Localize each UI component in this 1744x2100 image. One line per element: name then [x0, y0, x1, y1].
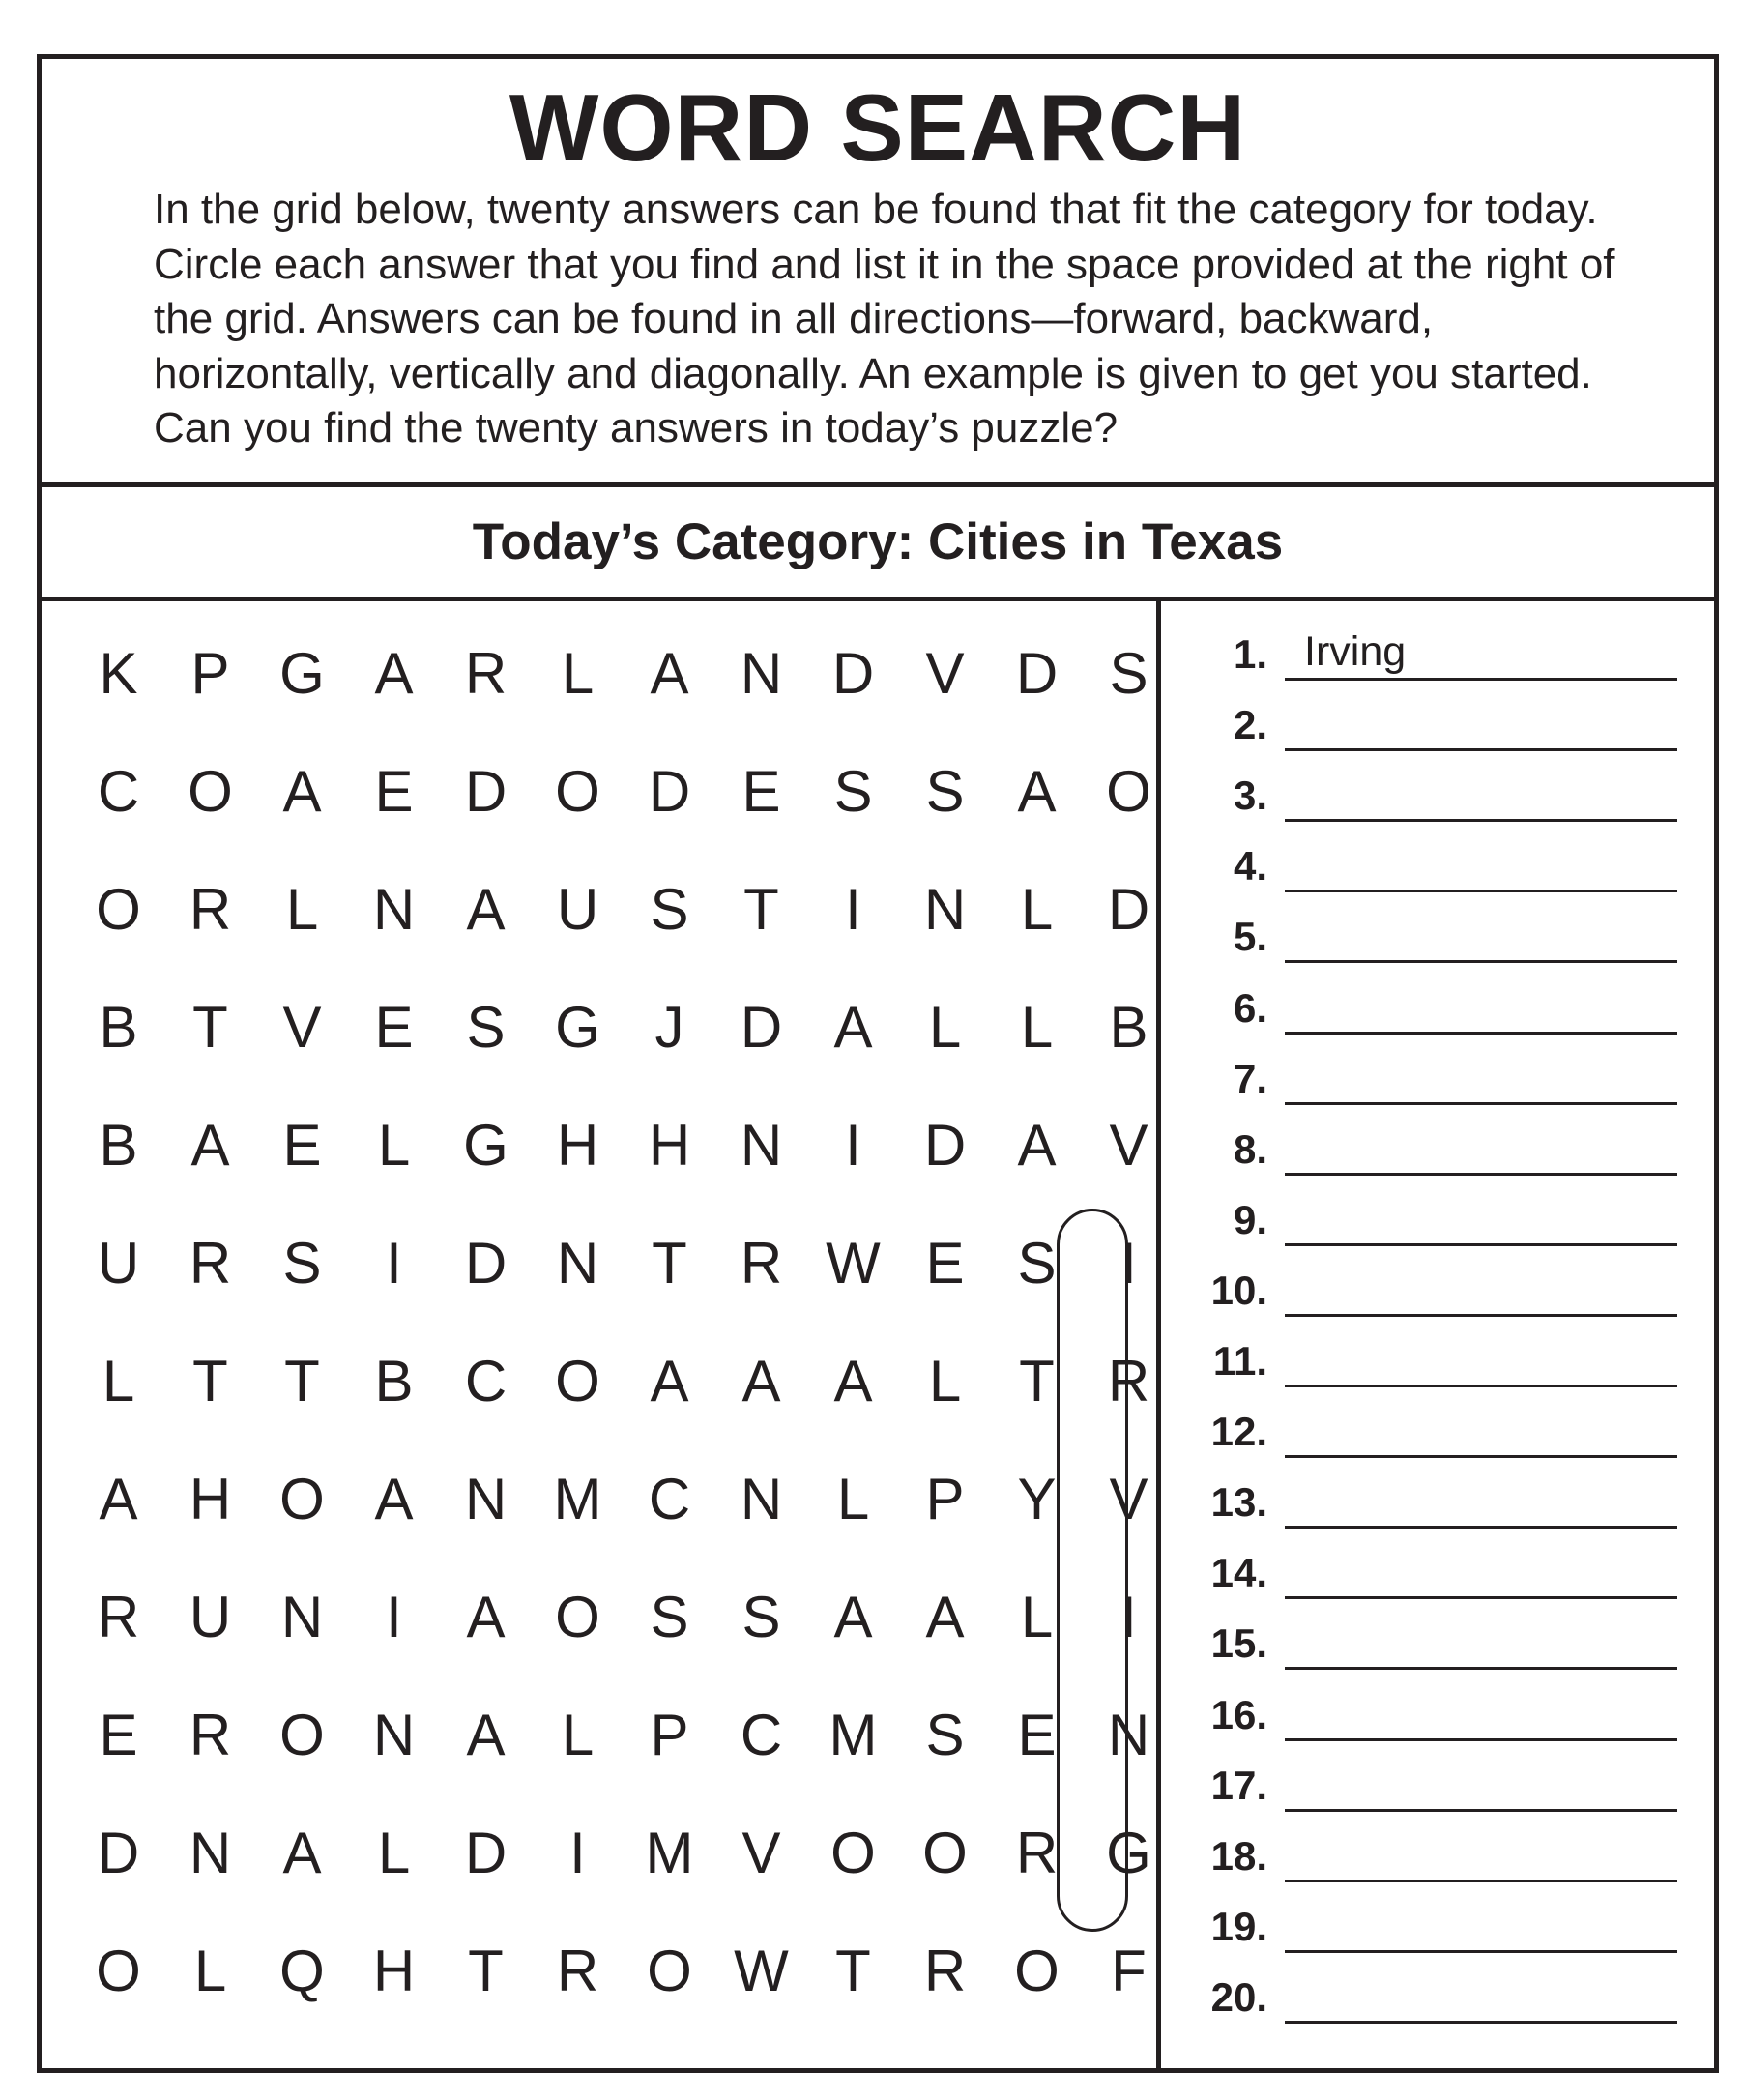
answer-blank-line[interactable]: [1285, 678, 1677, 681]
letter-grid: [73, 615, 1175, 2030]
answer-number: 2.: [1233, 702, 1267, 748]
grid-letter[interactable]: T: [192, 1349, 228, 1414]
grid-letter[interactable]: L: [377, 1113, 411, 1178]
grid-letter[interactable]: M: [828, 1703, 878, 1767]
grid-letter[interactable]: B: [99, 1113, 138, 1178]
grid-letter[interactable]: S: [466, 995, 506, 1060]
grid-letter[interactable]: S: [833, 759, 873, 824]
answer-row: [1161, 611, 1714, 681]
grid-letter[interactable]: A: [466, 877, 506, 942]
grid-letter[interactable]: A: [282, 1821, 322, 1885]
grid-letter[interactable]: O: [555, 1349, 600, 1414]
grid-letter[interactable]: P: [925, 1467, 965, 1531]
grid-letter[interactable]: D: [464, 759, 508, 824]
grid-letter[interactable]: N: [740, 1113, 783, 1178]
grid-letter[interactable]: E: [925, 1231, 965, 1296]
grid-letter[interactable]: R: [740, 1231, 783, 1296]
grid-letter[interactable]: V: [925, 641, 965, 706]
grid-letter[interactable]: I: [386, 1231, 402, 1296]
grid-letter[interactable]: T: [652, 1231, 687, 1296]
grid-letter[interactable]: T: [1019, 1349, 1055, 1414]
grid-letter[interactable]: A: [833, 1349, 873, 1414]
answer-blank-line[interactable]: [1285, 1526, 1677, 1529]
letter-grid-panel: [42, 601, 1161, 2073]
grid-letter[interactable]: N: [189, 1821, 232, 1885]
grid-letter[interactable]: E: [374, 759, 414, 824]
grid-letter[interactable]: E: [99, 1703, 138, 1767]
grid-row: [73, 1087, 1175, 1205]
category-label: Today’s Category: Cities in Texas: [472, 513, 1284, 570]
grid-letter[interactable]: A: [374, 641, 414, 706]
answer-blank-line[interactable]: [1285, 2021, 1677, 2024]
grid-letter[interactable]: A: [1017, 1113, 1057, 1178]
answer-row: [1161, 1883, 1714, 1953]
grid-letter[interactable]: S: [925, 759, 965, 824]
answer-blank-line[interactable]: [1285, 1243, 1677, 1246]
grid-letter[interactable]: D: [1015, 641, 1059, 706]
answer-text: Irving: [1304, 628, 1407, 675]
grid-letter[interactable]: S: [1017, 1231, 1057, 1296]
grid-letter[interactable]: O: [279, 1467, 325, 1531]
grid-letter[interactable]: O: [647, 1939, 692, 2003]
answer-blank-line[interactable]: [1285, 748, 1677, 751]
grid-letter[interactable]: H: [372, 1939, 416, 2003]
grid-letter[interactable]: L: [928, 1349, 962, 1414]
answer-number: 11.: [1212, 1338, 1267, 1384]
grid-letter[interactable]: J: [654, 995, 684, 1060]
grid-row: [73, 733, 1175, 851]
grid-letter[interactable]: C: [740, 1703, 783, 1767]
grid-row: [73, 1559, 1175, 1677]
answer-blank-line[interactable]: [1285, 1596, 1677, 1599]
grid-letter[interactable]: Q: [279, 1939, 325, 2003]
grid-letter[interactable]: C: [464, 1349, 508, 1414]
grid-letter[interactable]: T: [468, 1939, 504, 2003]
grid-letter[interactable]: A: [650, 1349, 689, 1414]
grid-letter[interactable]: O: [96, 1939, 141, 2003]
grid-letter[interactable]: T: [284, 1349, 320, 1414]
grid-letter[interactable]: O: [96, 877, 141, 942]
grid-letter[interactable]: S: [650, 877, 689, 942]
grid-letter[interactable]: C: [97, 759, 140, 824]
answer-number: 14.: [1210, 1550, 1267, 1596]
puzzle-frame: [37, 54, 1719, 2073]
answer-row: [1161, 1672, 1714, 1741]
answer-number: 6.: [1233, 984, 1267, 1031]
grid-row: [73, 1912, 1175, 2030]
grid-letter[interactable]: O: [555, 759, 600, 824]
grid-letter[interactable]: A: [99, 1467, 138, 1531]
grid-letter[interactable]: G: [1106, 1821, 1151, 1885]
answer-number: 19.: [1210, 1903, 1267, 1949]
grid-letter[interactable]: L: [561, 641, 595, 706]
grid-row: [73, 969, 1175, 1087]
answer-row: [1161, 1530, 1714, 1599]
grid-letter[interactable]: V: [1109, 1467, 1148, 1531]
grid-letter[interactable]: H: [556, 1113, 599, 1178]
answer-row: [1161, 682, 1714, 751]
grid-letter[interactable]: L: [836, 1467, 870, 1531]
grid-letter[interactable]: F: [1111, 1939, 1147, 2003]
grid-row: [73, 1323, 1175, 1441]
grid-letter[interactable]: A: [1017, 759, 1057, 824]
instructions-text: In the grid below, twenty answers can be found that fit the category for today. Circle each answer that you find and list it in the space provided at the right of the grid. Answers can be found in all directions—forward, backward, horizontally, vertically and diagonally. An example is given to get you started. Can you find the twenty answers in today’s puzzle?: [154, 186, 1615, 452]
answer-row: [1161, 893, 1714, 963]
answer-number: 3.: [1233, 773, 1267, 819]
grid-letter[interactable]: L: [1020, 995, 1054, 1060]
grid-letter[interactable]: O: [1106, 759, 1151, 824]
grid-letter[interactable]: N: [372, 1703, 416, 1767]
grid-letter[interactable]: L: [561, 1703, 595, 1767]
grid-letter[interactable]: V: [741, 1821, 781, 1885]
grid-letter[interactable]: H: [189, 1467, 232, 1531]
grid-letter[interactable]: S: [925, 1703, 965, 1767]
grid-letter[interactable]: N: [372, 877, 416, 942]
answer-blank-line[interactable]: [1285, 1032, 1677, 1035]
answer-row: [1161, 1600, 1714, 1670]
answer-blank-line[interactable]: [1285, 1173, 1677, 1176]
answer-blank-line[interactable]: [1285, 1667, 1677, 1670]
grid-letter[interactable]: R: [189, 1231, 232, 1296]
answer-row: [1161, 965, 1714, 1035]
answer-blank-line[interactable]: [1285, 1314, 1677, 1317]
grid-letter[interactable]: O: [1014, 1939, 1060, 2003]
answer-row: [1161, 1318, 1714, 1387]
answer-blank-line[interactable]: [1285, 1455, 1677, 1458]
grid-letter[interactable]: D: [97, 1821, 140, 1885]
answer-number: 4.: [1233, 843, 1267, 890]
grid-letter[interactable]: B: [99, 995, 138, 1060]
grid-letter[interactable]: R: [923, 1939, 967, 2003]
grid-letter[interactable]: Y: [1017, 1467, 1057, 1531]
grid-letter[interactable]: O: [922, 1821, 968, 1885]
grid-letter[interactable]: M: [645, 1821, 694, 1885]
grid-row: [73, 851, 1175, 969]
answer-row: [1161, 1177, 1714, 1246]
grid-letter[interactable]: N: [740, 1467, 783, 1531]
grid-row: [73, 1441, 1175, 1559]
category-bar: [42, 487, 1714, 601]
grid-letter[interactable]: A: [190, 1113, 230, 1178]
answer-number: 16.: [1210, 1691, 1267, 1737]
answer-number: 10.: [1210, 1267, 1267, 1313]
answer-blank-line[interactable]: [1285, 1809, 1677, 1812]
grid-letter[interactable]: U: [189, 1585, 232, 1649]
grid-letter[interactable]: M: [553, 1467, 602, 1531]
grid-letter[interactable]: U: [97, 1231, 140, 1296]
grid-letter[interactable]: A: [925, 1585, 965, 1649]
grid-letter[interactable]: D: [648, 759, 691, 824]
grid-letter[interactable]: O: [830, 1821, 876, 1885]
answer-row: [1161, 1459, 1714, 1529]
answer-row: [1161, 1388, 1714, 1458]
grid-letter[interactable]: T: [835, 1939, 871, 2003]
answer-blank-line[interactable]: [1285, 1102, 1677, 1105]
answer-row: [1161, 1035, 1714, 1105]
grid-letter[interactable]: S: [282, 1231, 322, 1296]
answer-number: 13.: [1210, 1479, 1267, 1526]
grid-letter[interactable]: A: [650, 641, 689, 706]
answer-number: 15.: [1210, 1620, 1267, 1667]
answer-blank-line[interactable]: [1285, 1738, 1677, 1741]
answer-number: 7.: [1233, 1055, 1267, 1101]
grid-letter[interactable]: D: [464, 1231, 508, 1296]
grid-letter[interactable]: D: [831, 641, 875, 706]
grid-letter[interactable]: E: [374, 995, 414, 1060]
answer-blank-line[interactable]: [1285, 819, 1677, 822]
grid-letter[interactable]: E: [1017, 1703, 1057, 1767]
answer-blank-line[interactable]: [1285, 890, 1677, 892]
grid-letter[interactable]: I: [386, 1585, 402, 1649]
grid-letter[interactable]: D: [923, 1113, 967, 1178]
grid-letter[interactable]: R: [189, 877, 232, 942]
answer-blank-line[interactable]: [1285, 960, 1677, 963]
grid-letter[interactable]: A: [374, 1467, 414, 1531]
grid-letter[interactable]: N: [923, 877, 967, 942]
page-title: WORD SEARCH: [509, 74, 1247, 181]
grid-letter[interactable]: K: [99, 641, 138, 706]
answer-blank-line[interactable]: [1285, 1950, 1677, 1953]
grid-letter[interactable]: S: [741, 1585, 781, 1649]
grid-letter[interactable]: L: [285, 877, 319, 942]
answer-number: 8.: [1233, 1125, 1267, 1172]
answer-number: 17.: [1210, 1762, 1267, 1808]
answer-row: [1161, 1106, 1714, 1176]
grid-letter[interactable]: L: [377, 1821, 411, 1885]
grid-letter[interactable]: D: [740, 995, 783, 1060]
grid-letter[interactable]: N: [464, 1467, 508, 1531]
grid-letter[interactable]: D: [464, 1821, 508, 1885]
grid-letter[interactable]: U: [556, 877, 599, 942]
grid-letter[interactable]: I: [1120, 1585, 1137, 1649]
grid-letter[interactable]: N: [1107, 1703, 1150, 1767]
grid-letter[interactable]: E: [741, 759, 781, 824]
grid-letter[interactable]: E: [282, 1113, 322, 1178]
answer-number: 9.: [1233, 1196, 1267, 1242]
grid-letter[interactable]: P: [650, 1703, 689, 1767]
grid-letter[interactable]: L: [1020, 877, 1054, 942]
answer-row: [1161, 1954, 1714, 2024]
grid-letter[interactable]: A: [833, 995, 873, 1060]
grid-letter[interactable]: I: [845, 877, 861, 942]
grid-letter[interactable]: G: [279, 641, 325, 706]
grid-letter[interactable]: G: [463, 1113, 509, 1178]
grid-letter[interactable]: O: [555, 1585, 600, 1649]
grid-letter[interactable]: D: [1107, 877, 1150, 942]
grid-letter[interactable]: L: [102, 1349, 135, 1414]
grid-letter[interactable]: W: [826, 1231, 881, 1296]
grid-letter[interactable]: O: [279, 1703, 325, 1767]
grid-letter[interactable]: A: [466, 1703, 506, 1767]
grid-letter[interactable]: C: [648, 1467, 691, 1531]
answer-blank-line[interactable]: [1285, 1880, 1677, 1882]
grid-letter[interactable]: N: [740, 641, 783, 706]
grid-letter[interactable]: I: [1120, 1231, 1137, 1296]
grid-letter[interactable]: A: [282, 759, 322, 824]
grid-letter[interactable]: N: [280, 1585, 324, 1649]
grid-letter[interactable]: R: [556, 1939, 599, 2003]
grid-letter[interactable]: I: [845, 1113, 861, 1178]
grid-letter[interactable]: A: [833, 1585, 873, 1649]
answer-number: 20.: [1210, 1973, 1267, 2020]
grid-letter[interactable]: V: [1109, 1113, 1148, 1178]
header-panel: [42, 59, 1714, 487]
answer-row: [1161, 752, 1714, 822]
grid-letter[interactable]: V: [282, 995, 322, 1060]
grid-letter[interactable]: S: [650, 1585, 689, 1649]
answer-number: 1.: [1233, 631, 1267, 677]
answer-number: 5.: [1233, 914, 1267, 960]
grid-row: [73, 1677, 1175, 1794]
grid-letter[interactable]: O: [188, 759, 233, 824]
answer-number: 12.: [1210, 1409, 1267, 1455]
grid-letter[interactable]: R: [97, 1585, 140, 1649]
grid-letter[interactable]: I: [569, 1821, 586, 1885]
grid-letter[interactable]: N: [556, 1231, 599, 1296]
grid-letter[interactable]: R: [464, 641, 508, 706]
grid-letter[interactable]: L: [193, 1939, 227, 2003]
answer-row: [1161, 1247, 1714, 1317]
grid-letter[interactable]: L: [1020, 1585, 1054, 1649]
grid-row: [73, 615, 1175, 733]
grid-letter[interactable]: T: [192, 995, 228, 1060]
grid-letter[interactable]: A: [741, 1349, 781, 1414]
grid-row: [73, 1794, 1175, 1912]
grid-letter[interactable]: P: [190, 641, 230, 706]
grid-letter[interactable]: B: [374, 1349, 414, 1414]
grid-letter[interactable]: B: [1109, 995, 1148, 1060]
answer-list: [1161, 601, 1714, 2073]
grid-letter[interactable]: R: [1015, 1821, 1059, 1885]
answer-row: [1161, 1813, 1714, 1882]
grid-letter[interactable]: T: [743, 877, 779, 942]
answer-row: [1161, 823, 1714, 892]
answer-number: 18.: [1210, 1832, 1267, 1879]
grid-letter[interactable]: G: [555, 995, 600, 1060]
answer-row: [1161, 1742, 1714, 1812]
grid-letter[interactable]: L: [928, 995, 962, 1060]
grid-letter[interactable]: H: [648, 1113, 691, 1178]
grid-letter[interactable]: W: [734, 1939, 789, 2003]
grid-row: [73, 1205, 1175, 1323]
answer-blank-line[interactable]: [1285, 1385, 1677, 1387]
circled-answer-irving: [1057, 1209, 1128, 1932]
grid-letter[interactable]: A: [466, 1585, 506, 1649]
grid-letter[interactable]: R: [189, 1703, 232, 1767]
grid-letter[interactable]: R: [1107, 1349, 1150, 1414]
grid-letter[interactable]: S: [1109, 641, 1148, 706]
